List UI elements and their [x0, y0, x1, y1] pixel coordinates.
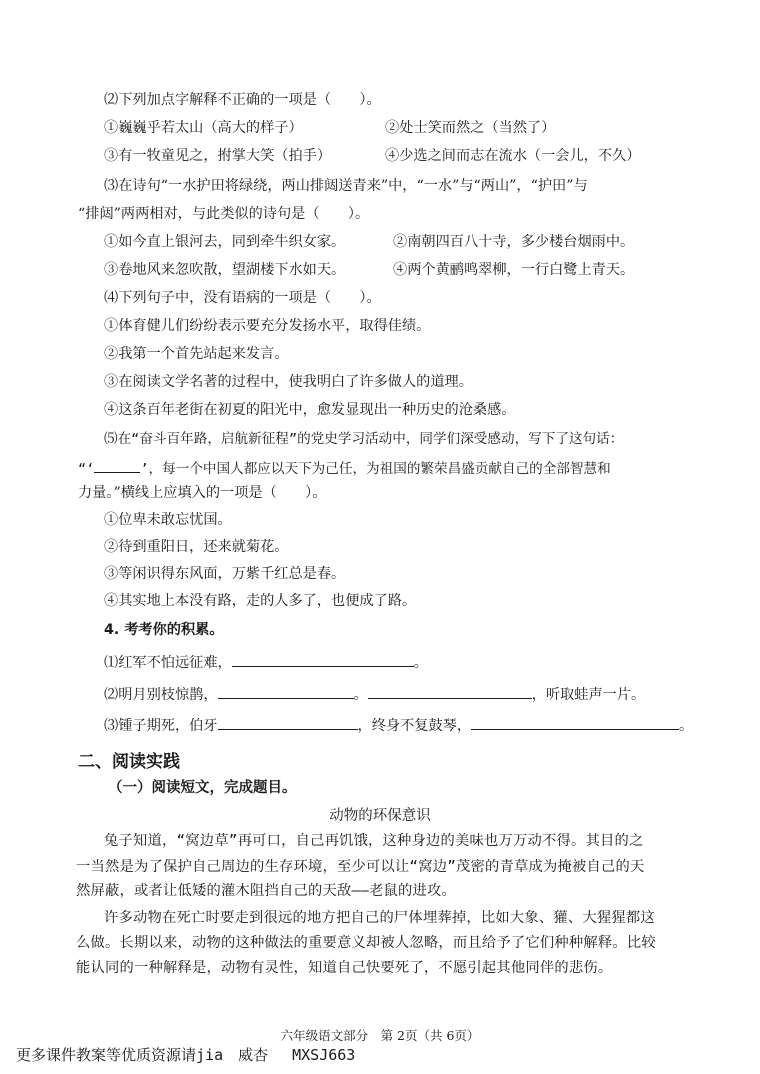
part2-title: 二、阅读实践 — [78, 752, 180, 772]
sec4-l2-text: ⑵明月别枝惊鹊， — [104, 687, 218, 703]
promo-text: 更多课件教案等优质资源请jia 威杏 MXSJ663 — [16, 1046, 356, 1064]
sec4-l2-blank-2[interactable] — [368, 683, 532, 699]
part2-subtitle: （一）阅读短文，完成题目。 — [108, 780, 297, 796]
sec4-l1-end: 。 — [413, 655, 428, 671]
article-p2-line-3: 能认同的一种解释是，动物有灵性，知道自己快要死了，不愿引起其他同伴的悲伤。 — [76, 960, 613, 976]
q5-quote-open: “‘ — [78, 461, 95, 477]
q2-stem: ⑵下列加点字解释不正确的一项是（ ）。 — [104, 92, 381, 108]
sec4-l3-blank-2[interactable] — [471, 714, 679, 730]
sec4-title: 4. 考考你的积累。 — [104, 622, 224, 638]
q4-option-3: ③在阅读文学名著的过程中，使我明白了许多做人的道理。 — [104, 374, 473, 390]
sec4-l3-mid: ，终身不复鼓琴， — [357, 718, 472, 734]
q5-stem-a: ⑸在“奋斗百年路，启航新征程”的党史学习活动中，同学们深受感动，写下了这句话： — [104, 431, 624, 447]
q4-stem: ⑷下列句子中，没有语病的一项是（ ）。 — [104, 290, 381, 306]
sec4-l1-blank[interactable] — [232, 651, 414, 667]
article-p2-line-1: 许多动物在死亡时要走到很远的地方把自己的尸体埋葬掉，比如大象、獾、大猩猩都这 — [104, 910, 655, 926]
q5-option-1: ①位卑未敢忘忧国。 — [104, 512, 232, 528]
q5-option-2: ②待到重阳日，还来就菊花。 — [104, 539, 289, 555]
sec4-line-1 — [104, 651, 680, 673]
sec4-l2-blank-1[interactable] — [218, 683, 354, 699]
article-title: 动物的环保意识 — [329, 808, 431, 824]
q2-option-2: ②处士笑而然之（当然了） — [385, 120, 556, 136]
q3-option-3: ③卷地风来忽吹散，望湖楼下水如天。 — [104, 262, 346, 278]
q4-option-2: ②我第一个首先站起来发言。 — [104, 346, 289, 362]
q5-blank[interactable] — [94, 457, 140, 473]
sec4-l2-mid: 。 — [353, 687, 368, 703]
q4-option-1: ①体育健儿们纷纷表示要充分发扬水平，取得佳绩。 — [104, 318, 431, 334]
sec4-l3-text: ⑶锺子期死，伯牙 — [104, 718, 218, 734]
article-p2-line-2: 么做。长期以来，动物的这种做法的重要意义却被人忽略，而且给予了它们种种解释。比较 — [76, 935, 656, 951]
q2-option-3: ③有一牧童见之，拊掌大笑（拍手） — [104, 148, 332, 164]
page-footer: 六年级语文部分 第 2页（共 6页） — [280, 1028, 480, 1043]
q3-option-1: ①如今直上银河去，同到牵牛织女家。 — [104, 234, 346, 250]
sec4-line-3 — [104, 714, 694, 736]
q3-option-4: ④两个黄鹂鸣翠柳，一行白鹭上青天。 — [393, 262, 635, 278]
sec4-line-2 — [104, 683, 680, 705]
q5-stem-c: 力量。”横线上应填入的一项是（ ）。 — [78, 485, 327, 501]
article-p1-line-2: 一当然是为了保护自己周边的生存环境，至少可以让“窝边”茂密的青草成为掩被自己的天 — [76, 859, 645, 875]
q3-stem-a: ⑶在诗句“一水护田将绿绕，两山排闼送青来”中，“一水”与“两山”，“护田”与 — [104, 178, 588, 194]
article-p1-line-3: 然屏蔽，或者让低矮的灌木阻挡自己的天敌——老鼠的进攻。 — [76, 883, 457, 899]
q3-option-2: ②南朝四百八十寺，多少楼台烟雨中。 — [393, 234, 635, 250]
q5-stem-b-rest: ’，每一个中国人都应以天下为己任，为祖国的繁荣昌盛贡献自己的全部智慧和 — [140, 461, 611, 477]
sec4-l1-text: ⑴红军不怕远征难， — [104, 655, 232, 671]
q5-option-3: ③等闲识得东风面，万紫千红总是春。 — [104, 566, 346, 582]
q2-option-4: ④少选之间而志在流水（一会儿，不久） — [385, 148, 641, 164]
q5-option-4: ④其实地上本没有路，走的人多了，也便成了路。 — [104, 593, 417, 609]
sec4-l2-end: ，听取蛙声一片。 — [531, 687, 646, 703]
sec4-l3-end: 。 — [679, 718, 694, 734]
q4-option-4: ④这条百年老街在初夏的阳光中，愈发显现出一种历史的沧桑感。 — [104, 402, 516, 418]
q3-stem-b: “排闼”两两相对，与此类似的诗句是（ ）。 — [78, 206, 370, 222]
sec4-l3-blank-1[interactable] — [218, 714, 358, 730]
q5-stem-b — [78, 457, 680, 479]
q2-option-1: ①巍巍乎若太山（高大的样子） — [104, 120, 303, 136]
article-p1-line-1: 兔子知道，“窝边草”再可口，自己再饥饿，这种身边的美味也万万动不得。其目的之 — [104, 833, 644, 849]
